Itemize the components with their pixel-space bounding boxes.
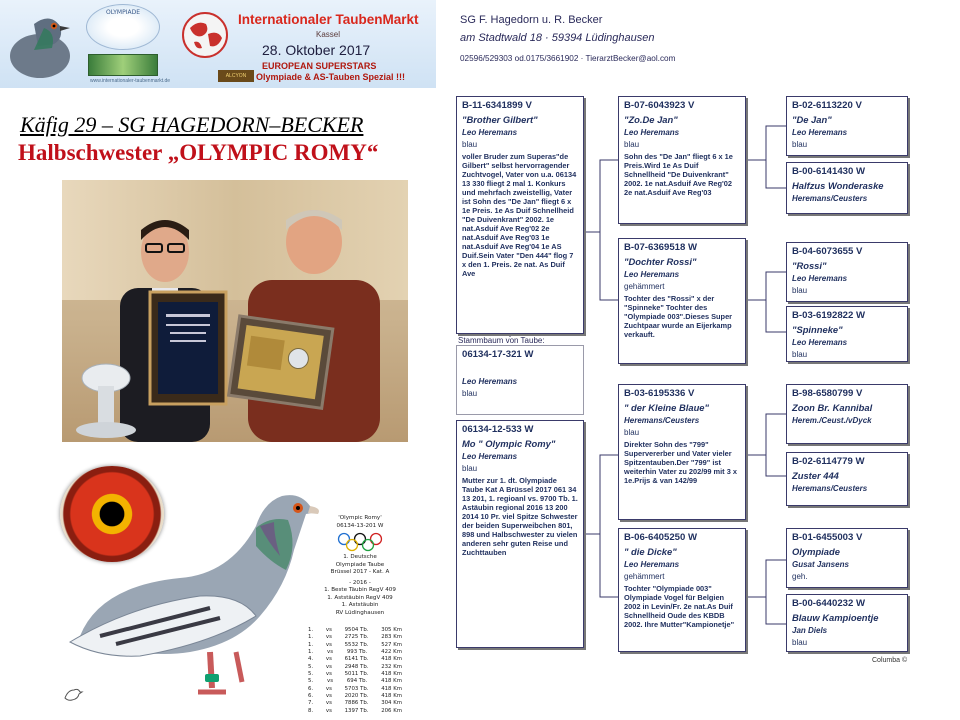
race-result-tb: 5703 Tb.	[344, 685, 369, 692]
race-result-vs: vs	[327, 649, 334, 656]
race-result-km: 422 Km	[381, 649, 402, 656]
pedigree-dds	[786, 528, 908, 588]
race-result-rank: 7.	[308, 700, 314, 707]
olympiade-badge	[86, 4, 160, 50]
breeders-illustration	[62, 180, 408, 442]
race-result-rank: 5.	[308, 663, 314, 670]
race-result-vs: vs	[325, 700, 332, 707]
poster-award-2: 1. Aststäubin RegV 409	[327, 594, 393, 601]
pedigree-name: Halfzus Wonderaske	[792, 180, 884, 191]
race-result-km: 232 Km	[381, 663, 402, 670]
pedigree-breeder: Leo Heremans	[462, 452, 518, 461]
race-result-rank: 5.	[308, 671, 314, 678]
race-result-tb: 2948 Tb.	[344, 663, 369, 670]
pedigree-breeder: Leo Heremans	[462, 377, 518, 386]
pedigree-name: "Brother Gilbert"	[462, 114, 538, 125]
pedigree-sss	[786, 96, 908, 156]
banner-url: www.internationaler-taubenmarkt.de	[90, 78, 171, 84]
pedigree-colour: blau	[624, 428, 640, 437]
poster-award-3: 1. Aststäubin	[341, 602, 379, 609]
pedigree-sire	[456, 96, 584, 334]
race-result-row	[308, 671, 402, 678]
pedigree-ring: B-11-6341899 V	[462, 100, 532, 111]
pedigree-colour: blau	[792, 350, 808, 359]
pedigree-ring: B-07-6043923 V	[624, 100, 695, 111]
race-result-row	[308, 634, 402, 641]
poster-line-3: Brüssel 2017 - Kat. A	[330, 569, 390, 576]
race-result-row	[308, 649, 402, 656]
race-result-tb: 9504 Tb.	[344, 627, 369, 633]
pedigree-colour: gehämmert	[624, 572, 665, 581]
race-result-tb: 6141 Tb.	[344, 656, 369, 663]
pedigree-chart	[448, 0, 960, 720]
poster-name: 'Olympic Romy'	[338, 515, 382, 521]
pedigree-dam	[456, 420, 584, 648]
race-result-row	[308, 700, 402, 707]
pedigree-ring: B-98-6580799 V	[792, 388, 863, 399]
pedigree-ring: 06134-12-533 W	[462, 424, 534, 435]
pedigree-ring: B-02-6113220 V	[792, 100, 862, 111]
pedigree-name: Olympiade	[792, 546, 840, 557]
pedigree-description: voller Bruder zum Superas"de Gilbert" selbst hervorragender Zuchtvogel, Vater von u.a. 06134 13 330 fliegt 2 mal 1. Konkurs und mehrfach zweistellig, Vater ist Sohn des "De Jan" fliegt 6 x 1e Preis. 1e As Duif Schnellheid "De Duivenkrant" 2002. 1e nat.Asduif Ave Reg'02 2e nat.Asduif Ave Reg'03 1e nat.Asduif Ave Reg'04 1e AS Duif.Sein Vater "Den 444" flog 7 x den 1. Preis. 2e nat. As Duif Ave	[462, 152, 577, 279]
pedigree-colour: blau	[462, 464, 478, 473]
race-result-km: 305 Km	[381, 627, 402, 633]
banner-city: Kassel	[316, 30, 341, 39]
pedigree-breeder: Leo Heremans	[792, 338, 848, 347]
pedigree-colour: blau	[462, 389, 478, 398]
event-banner	[0, 0, 436, 88]
pedigree-ring: B-01-6455003 V	[792, 532, 863, 543]
poster-award-4: RV Lüdinghausen	[335, 609, 385, 616]
race-result-km: 418 Km	[381, 693, 402, 700]
pedigree-ring: B-03-6195336 V	[624, 388, 695, 399]
pedigree-ring: B-07-6369518 W	[624, 242, 698, 253]
race-result-row	[308, 642, 402, 649]
race-result-rank: 1.	[308, 634, 314, 641]
pedigree-ring: B-02-6114779 W	[792, 456, 865, 467]
pedigree-name: "Zo.De Jan"	[624, 114, 678, 125]
pedigree-sds	[786, 242, 908, 302]
race-result-km: 418 Km	[381, 685, 402, 692]
pedigree-breeder: Leo Heremans	[792, 128, 848, 137]
pedigree-colour	[792, 206, 902, 214]
race-result-vs: vs	[325, 641, 332, 648]
race-result-rank: 6.	[308, 685, 314, 692]
race-result-km: 418 Km	[381, 678, 402, 685]
race-result-km: 304 Km	[381, 700, 402, 707]
poster-line-1: 1. Deutsche	[343, 554, 377, 561]
race-result-tb: 5532 Tb.	[344, 641, 369, 648]
race-result-vs: vs	[325, 663, 332, 670]
race-result-tb: 2725 Tb.	[344, 634, 369, 641]
pigeon-outline-icon	[62, 684, 84, 704]
globe-icon	[180, 10, 230, 60]
pedigree-ddd	[786, 594, 908, 652]
pedigree-colour: blau	[462, 140, 478, 149]
pedigree-ring: B-03-6192822 W	[792, 310, 866, 321]
race-result-vs: vs	[325, 707, 332, 714]
pigeon-poster-caption	[300, 515, 420, 617]
pedigree-colour: blau	[792, 286, 808, 295]
sponsor-logo: ALCYON	[218, 70, 254, 82]
pedigree-name	[462, 363, 578, 374]
race-result-km: 527 Km	[381, 641, 402, 648]
pedigree-colour: geh.	[792, 572, 808, 581]
race-result-row	[308, 664, 402, 671]
columba-credit: Columba ©	[872, 657, 908, 664]
race-result-tb: 5011 Tb.	[344, 671, 369, 678]
olympiade-label: OLYMPIADE	[105, 9, 140, 16]
pedigree-ring: B-06-6405250 W	[624, 532, 698, 543]
banner-title: Internationaler TaubenMarkt	[238, 12, 419, 27]
poster-ring: 06134-13-201 W	[336, 522, 384, 529]
race-result-rank: 1.	[308, 649, 314, 656]
pedigree-ring: B-00-6141430 W	[792, 166, 866, 177]
pedigree-breeder: Herem./Ceust./vDyck	[792, 416, 872, 425]
pedigree-description	[462, 401, 578, 410]
race-result-vs: vs	[327, 678, 334, 685]
pedigree-breeder: Heremans/Ceusters	[792, 484, 868, 493]
race-result-km: 418 Km	[381, 656, 402, 663]
pedigree-subject-label: Stammbaum von Taube:	[458, 336, 545, 345]
race-result-tb: 7886 Tb.	[344, 700, 369, 707]
banner-subtitle-1: EUROPEAN SUPERSTARS	[262, 61, 377, 71]
race-result-vs: vs	[325, 656, 332, 663]
pedigree-name: "Spinneke"	[792, 324, 843, 335]
pedigree-breeder: Leo Heremans	[624, 270, 680, 279]
pedigree-name: Blauw Kampioentje	[792, 612, 879, 623]
race-result-row	[308, 708, 402, 715]
pedigree-description: Tochter "Olympiade 003" Olympiade Vogel für Belgien 2002 in Levin/Fr. 2e nat.As Duif Schnellheid Oude des KBDB 2002. Ihre Mutter"Kampionetje"	[624, 584, 735, 630]
race-result-row	[308, 678, 402, 685]
race-result-rank: 4.	[308, 656, 314, 663]
poster-year: - 2016 -	[349, 579, 371, 586]
race-result-rank: 1.	[308, 641, 314, 648]
pedigree-colour: blau	[792, 140, 808, 149]
pedigree-breeder: Leo Heremans	[792, 274, 848, 283]
race-result-tb: 2020 Tb.	[344, 693, 369, 700]
race-result-km: 206 Km	[381, 707, 402, 714]
breeders-photo	[62, 180, 408, 442]
cage-heading: Käfig 29 – SG HAGEDORN–BECKER	[20, 112, 364, 137]
poster-award-1: 1. Beste Täubin RegV 409	[324, 587, 396, 594]
pedigree-colour	[792, 496, 902, 505]
race-result-row	[308, 686, 402, 693]
pedigree-name: Zuster 444	[792, 470, 839, 481]
pedigree-breeder: Leo Heremans	[624, 128, 680, 137]
banner-subtitle-2: Olympiade & AS-Tauben Spezial !!!	[256, 72, 406, 82]
pedigree-dam-sire	[618, 384, 746, 520]
race-result-row	[308, 627, 402, 634]
pedigree-dsd	[786, 452, 908, 506]
race-result-vs: vs	[325, 693, 332, 700]
race-result-row	[308, 693, 402, 700]
pedigree-dam-dam	[618, 528, 746, 652]
half-sister-heading: Halbschwester „OLYMPIC ROMY“	[18, 140, 379, 165]
race-result-vs: vs	[325, 627, 332, 633]
race-result-tb: 1397 Tb.	[344, 707, 369, 714]
pedigree-name: "Rossi"	[792, 260, 827, 271]
pedigree-ring: B-00-6440232 W	[792, 598, 866, 609]
pedigree-name: "De Jan"	[792, 114, 832, 125]
pedigree-description: Sohn des "De Jan" fliegt 6 x 1e Preis.Wird 1e As Duif Schnellheid "De Duivenkrant" 2002. 1e nat.Asduif Ave Reg'02 2e nat.Asduif Ave Reg'03	[624, 152, 733, 198]
pedigree-description: Tochter des "Rossi" x der "Spinneke" Tochter des "Olympiade 003".Dieses Super Zuchtpaar wurde an Eijerkamp verkauft.	[624, 294, 733, 340]
pedigree-breeder: Leo Heremans	[462, 128, 518, 137]
pedigree-name: "Dochter Rossi"	[624, 256, 697, 267]
pedigree-sire-dam	[618, 238, 746, 364]
race-result-vs: vs	[325, 671, 332, 678]
pedigree-name: Mo " Olympic Romy"	[462, 438, 556, 449]
pedigree-subject	[456, 345, 584, 415]
pedigree-ring: B-04-6073655 V	[792, 246, 863, 257]
race-result-km: 418 Km	[381, 671, 402, 678]
pedigree-name: " die Dicke"	[624, 546, 677, 557]
pedigree-colour: blau	[624, 140, 640, 149]
race-result-km: 283 Km	[381, 634, 402, 641]
pedigree-breeder: Heremans/Ceusters	[624, 416, 700, 425]
olympic-rings-icon	[336, 532, 384, 552]
pedigree-breeder: Jan Diels	[792, 626, 828, 635]
race-result-rank: 1.	[308, 627, 314, 633]
race-result-row	[308, 656, 402, 663]
breeder-name: SG F. Hagedorn u. R. Becker	[460, 14, 603, 26]
race-result-rank: 5.	[308, 678, 314, 685]
pedigree-ring: 06134-17-321 W	[462, 349, 534, 360]
pedigree-name: Zoon Br. Kannibal	[792, 402, 873, 413]
pedigree-sire-sire	[618, 96, 746, 224]
race-results-list	[308, 627, 402, 715]
race-result-rank: 8.	[308, 707, 314, 714]
race-result-tb: 694 Tb.	[346, 678, 368, 685]
pedigree-name: " der Kleine Blaue"	[624, 402, 709, 413]
race-result-vs: vs	[325, 634, 332, 641]
pedigree-colour	[792, 428, 902, 437]
breeder-address: am Stadtwald 18 · 59394 Lüdinghausen	[460, 32, 655, 44]
race-result-rank: 6.	[308, 693, 314, 700]
pedigree-description: Mutter zur 1. dt. Olympiade Taube Kat A Brüssel 2017 061 34 13 201, 1. regioanl vs. 9700 Tb. 1. Astäubin regional 2016 13 200 2014 10 Pr. viel Spitze Schwester der beiden Superweibchen 801, 898 und Halbschwester zu vielen anderen sehr guten Reise und Zuchttauben	[462, 476, 578, 558]
pedigree-description: Direkter Sohn des "799" Supervererber und Vater vieler Spitzentauben.Der "799" ist weiterhin Vater zu 202/99 mit 3 x 1e.Prijs & van 142/99	[624, 440, 737, 486]
pigeon-logo-icon	[4, 4, 82, 82]
pigeon-illustration	[60, 466, 320, 712]
race-result-tb: 993 Tb.	[346, 649, 368, 656]
pedigree-colour: blau	[792, 638, 808, 647]
breeder-contact: 02596/529303 od.0175/3661902 · TierarztBecker@aol.com	[460, 54, 676, 63]
pedigree-breeder: Leo Heremans	[624, 560, 680, 569]
race-result-vs: vs	[325, 685, 332, 692]
pedigree-breeder: Gusat Jansens	[792, 560, 849, 569]
banner-date: 28. Oktober 2017	[262, 42, 371, 58]
pedigree-colour: gehämmert	[624, 282, 665, 291]
pedigree-sdd	[786, 306, 908, 362]
pedigree-breeder: Heremans/Ceusters	[792, 194, 868, 203]
poster-line-2: Olympiade Taube	[335, 561, 385, 568]
green-badge	[88, 54, 158, 76]
pedigree-dss	[786, 384, 908, 444]
pedigree-ssd	[786, 162, 908, 214]
